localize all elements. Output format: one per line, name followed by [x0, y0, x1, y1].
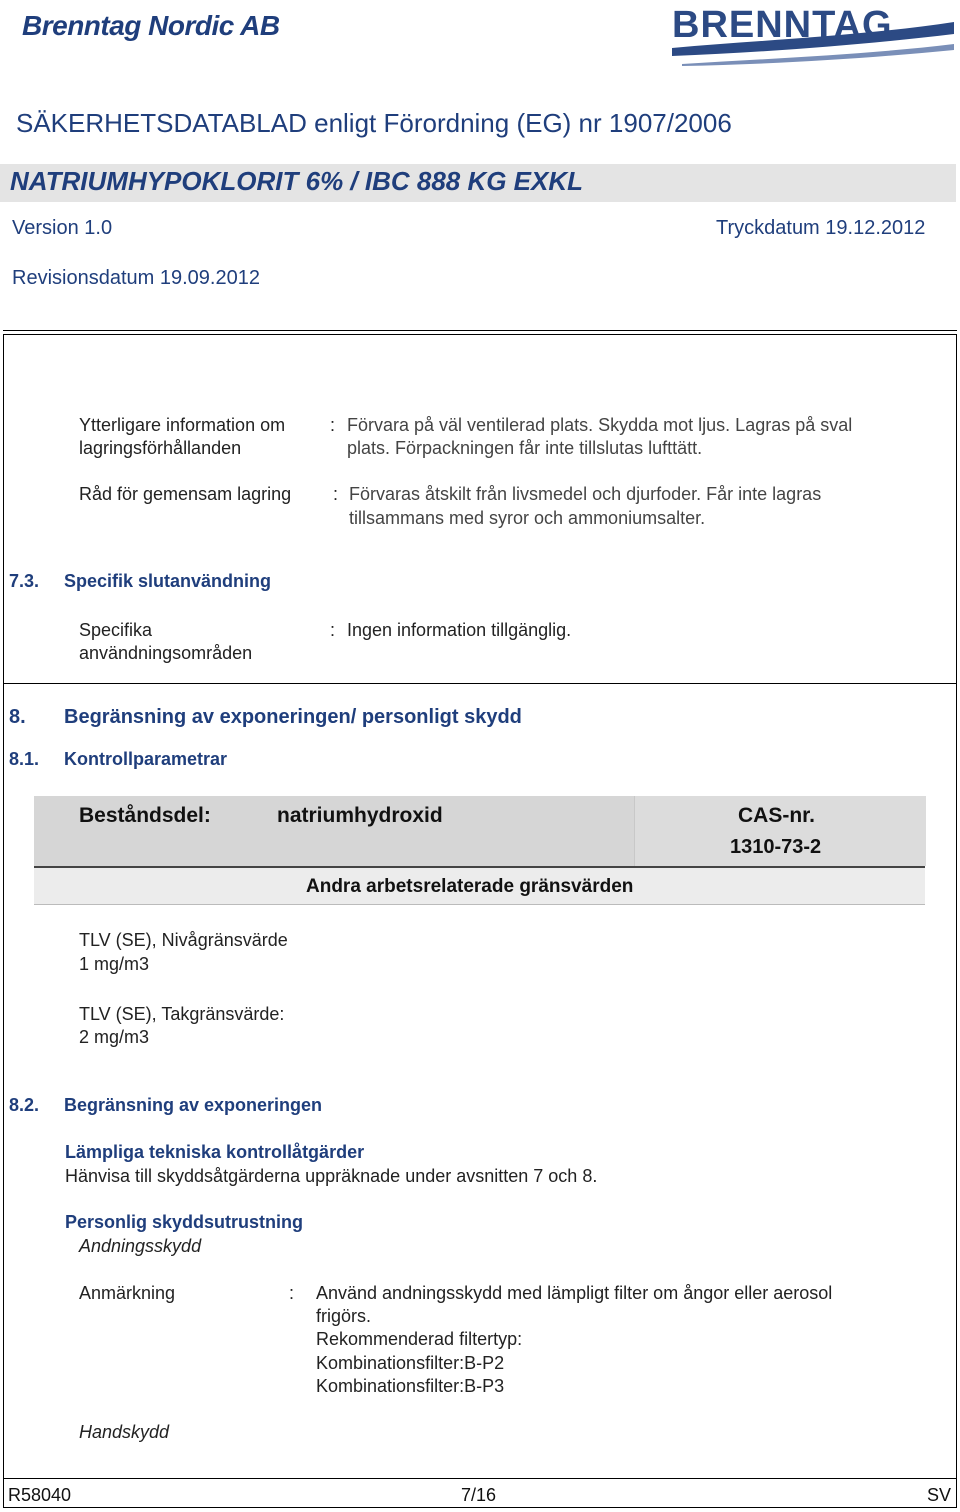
section-7-3-title: Specifik slutanvändning	[64, 571, 272, 591]
further-info-value-1: Förvara på väl ventilerad plats. Skydda mot ljus. Lagras på sval	[347, 415, 853, 435]
hand-protection-title: Handskydd	[79, 1422, 170, 1442]
remark-line: Kombinationsfilter:B-P3	[316, 1376, 505, 1396]
limit-value: 2 mg/m3	[79, 1027, 150, 1047]
section-8-2-title: Begränsning av exponeringen	[64, 1095, 323, 1115]
section-8-2-number: 8.2.	[9, 1095, 40, 1115]
common-storage-value-1: Förvaras åtskilt från livsmedel och djurfoder. Får inte lagras	[349, 484, 822, 504]
brand-logo	[672, 4, 954, 66]
frame-right	[956, 334, 957, 1508]
section-8-title: Begränsning av exponeringen/ personligt skydd	[64, 706, 522, 728]
section-8-1-number: 8.1.	[9, 749, 40, 769]
print-date: Tryckdatum 19.12.2012	[716, 217, 926, 239]
remark-line: Kombinationsfilter:B-P2	[316, 1353, 505, 1373]
limit-value: 1 mg/m3	[79, 954, 150, 974]
component-name: natriumhydroxid	[277, 804, 443, 827]
cas-label: CAS-nr.	[738, 804, 816, 827]
document-title: SÄKERHETSDATABLAD enligt Förordning (EG) nr 1907/2006	[16, 108, 732, 138]
version: Version 1.0	[12, 217, 113, 239]
product-name: NATRIUMHYPOKLORIT 6% / IBC 888 KG EXKL	[10, 166, 584, 196]
brand-name: BRENNTAG	[672, 4, 893, 46]
section-divider	[3, 683, 957, 684]
page-number: 7/16	[461, 1485, 497, 1505]
component-label: Beståndsdel:	[79, 804, 211, 827]
further-info-label-1: Ytterligare information om	[79, 415, 286, 435]
header-divider-bottom	[3, 334, 957, 335]
remark-line: frigörs.	[316, 1306, 372, 1326]
limit-label: TLV (SE), Nivågränsvärde	[79, 930, 288, 950]
remark-line: Rekommenderad filtertyp:	[316, 1329, 523, 1349]
colon: :	[289, 1283, 295, 1303]
tech-controls-title: Lämpliga tekniska kontrollåtgärder	[65, 1142, 365, 1162]
ppe-title: Personlig skyddsutrustning	[65, 1212, 304, 1232]
footer-divider	[3, 1478, 957, 1479]
colon: :	[330, 415, 336, 435]
remark-label: Anmärkning	[79, 1283, 176, 1303]
specific-uses-value: Ingen information tillgänglig.	[347, 620, 572, 640]
revision-date: Revisionsdatum 19.09.2012	[12, 267, 260, 289]
remark-line: Använd andningsskydd med lämpligt filter om ångor eller aerosol	[316, 1283, 833, 1303]
colon: :	[330, 620, 336, 640]
document-id: R58040	[8, 1485, 72, 1505]
company-name: Brenntag Nordic AB	[22, 10, 280, 41]
control-parameters-table	[34, 796, 925, 906]
specific-uses-label-1: Specifika	[79, 620, 153, 640]
section-8-number: 8.	[9, 706, 26, 728]
common-storage-value-2: tillsammans med syror och ammoniumsalter.	[349, 508, 706, 528]
further-info-label-2: lagringsförhållanden	[79, 438, 242, 458]
frame-left	[3, 334, 4, 1508]
common-storage-label: Råd för gemensam lagring	[79, 484, 292, 504]
language-code: SV	[927, 1485, 952, 1505]
section-7-3-number: 7.3.	[9, 571, 40, 591]
respiratory-title: Andningsskydd	[79, 1236, 202, 1256]
cas-number: 1310-73-2	[730, 836, 822, 858]
footer-bottom-line	[3, 1507, 957, 1508]
tech-controls-text: Hänvisa till skyddsåtgärderna uppräknade under avsnitten 7 och 8.	[65, 1166, 598, 1186]
section-8-1-title: Kontrollparametrar	[64, 749, 228, 769]
specific-uses-label-2: användningsområden	[79, 643, 253, 663]
colon: :	[333, 484, 339, 504]
header-divider-top	[3, 330, 957, 331]
table-subheader: Andra arbetsrelaterade gränsvärden	[306, 876, 634, 897]
limit-label: TLV (SE), Takgränsvärde:	[79, 1004, 285, 1024]
further-info-value-2: plats. Förpackningen får inte tillslutas lufttätt.	[347, 438, 703, 458]
